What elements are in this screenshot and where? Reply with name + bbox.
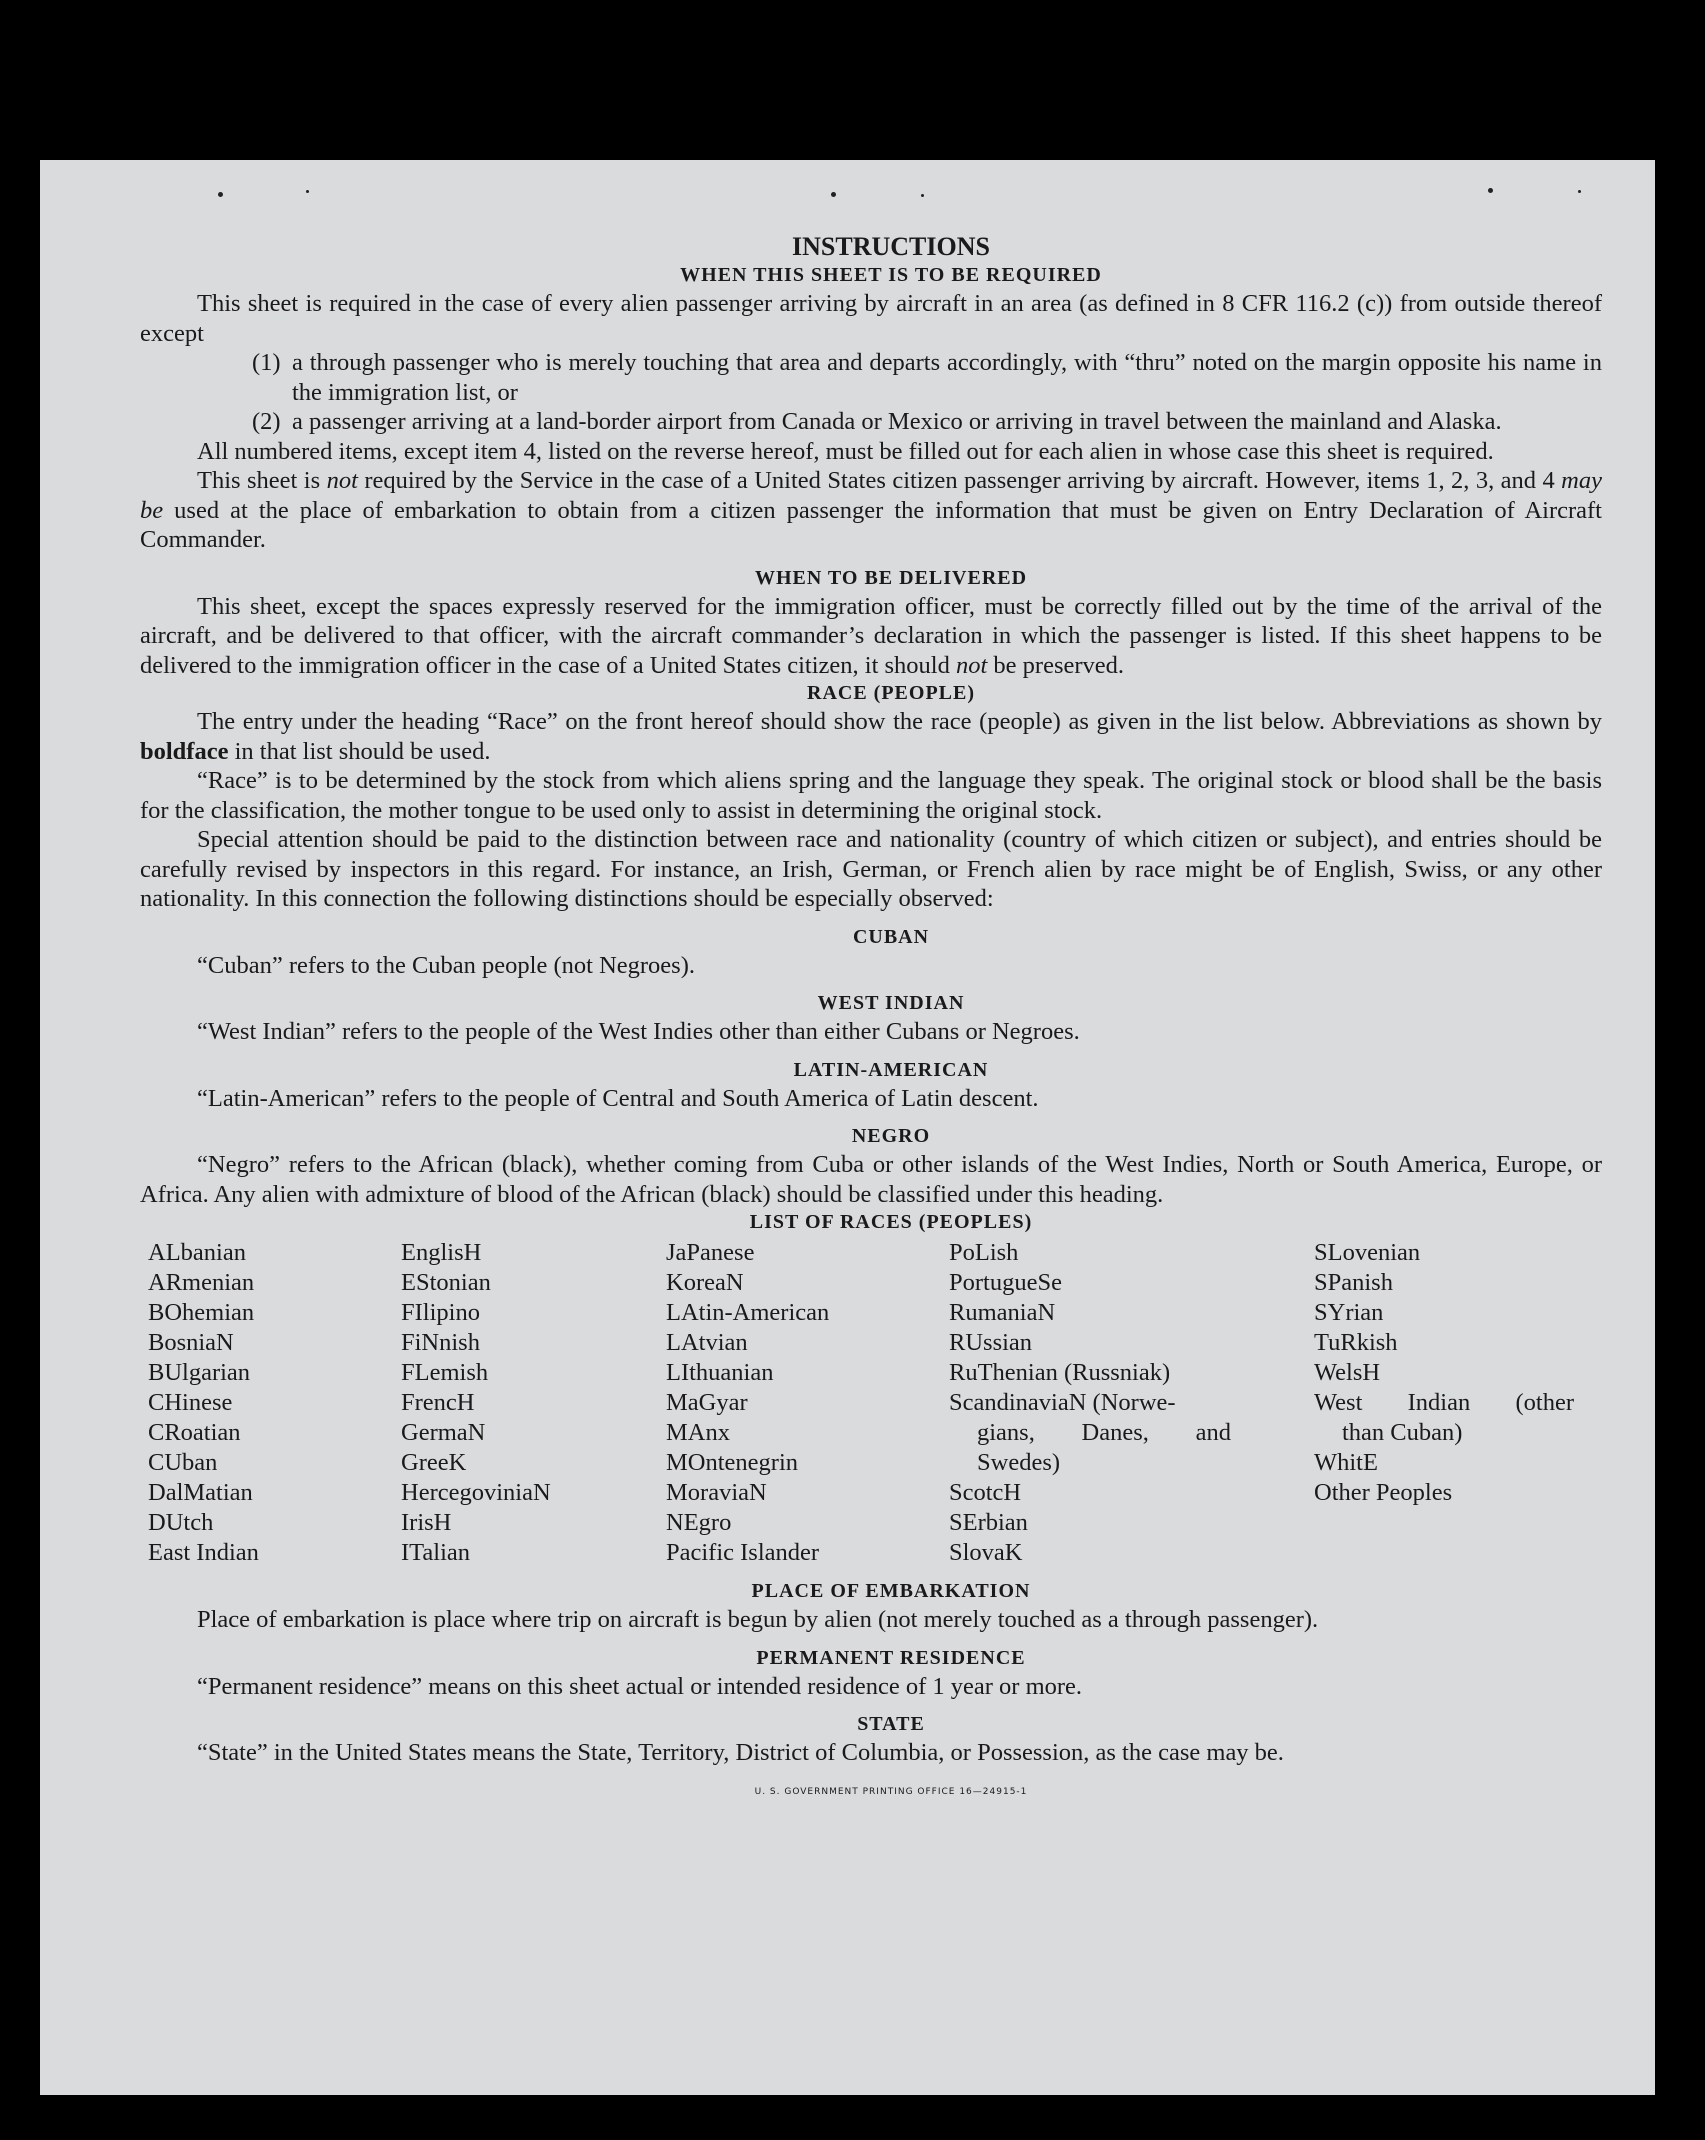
race-item: GreeK	[401, 1449, 467, 1476]
race-item: CUban	[148, 1449, 218, 1476]
race-item: EStonian	[401, 1269, 491, 1296]
heading-permanent-residence: PERMANENT RESIDENCE	[756, 1646, 1026, 1669]
race-item: East Indian	[148, 1539, 259, 1566]
race-item: DalMatian	[148, 1479, 253, 1506]
race-item: SPanish	[1314, 1269, 1393, 1296]
race-column-4	[949, 1238, 1231, 1568]
race-item: FIlipino	[401, 1299, 480, 1326]
heading-when-required: WHEN THIS SHEET IS TO BE REQUIRED	[680, 264, 1102, 286]
race-column-2	[401, 1238, 666, 1568]
item-text: a through passenger who is merely touching that area and departs accordingly, with “thru” noted on the margin opposite his name in the immigration list, or	[292, 349, 1602, 406]
exception-item	[252, 348, 1602, 407]
paragraph-race-distinction: Special attention should be paid to the distinction between race and nationality (country of which citizen or subject), and entries should be carefully revised by inspectors in this regard. For instance, an Irish, German, or French alien by race might be of English, Swiss, or any other nationality. In this connection the following distinctions should be especially observed:	[140, 826, 1602, 912]
race-item: MAnx	[666, 1419, 730, 1446]
paragraph-when-delivered: This sheet, except the spaces expressly reserved for the immigration officer, must be correctly filled out by the time of the arrival of the aircraft, and be delivered to that officer, with the aircraft commander’s declaration in which the passenger is listed. If this sheet happens to be delivered to the immigration officer in the case of a United States citizen, it should not be preserved.	[140, 592, 1602, 679]
punch-mark	[306, 190, 309, 193]
race-item: LIthuanian	[666, 1359, 774, 1386]
paragraph-negro: “Negro” refers to the African (black), whether coming from Cuba or other islands of the West Indies, North or South America, Europe, or Africa. Any alien with admixture of blood of the African (black) should be classified under this heading.	[140, 1151, 1602, 1208]
race-item: ARmenian	[148, 1269, 255, 1296]
race-item-continuation: Swedes)	[977, 1449, 1061, 1476]
race-item: EnglisH	[401, 1239, 482, 1266]
paragraph-numbered-items: All numbered items, except item 4, listed on the reverse hereof, must be filled out for each alien in whose case this sheet is required.	[197, 437, 1494, 465]
race-item: ITalian	[401, 1539, 471, 1566]
race-item: ScandinaviaN (Norwe-	[949, 1389, 1176, 1416]
race-item: JaPanese	[666, 1239, 755, 1266]
paragraph-not-required: This sheet is not required by the Service in the case of a United States citizen passenger arriving by aircraft. However, items 1, 2, 3, and 4 may be used at the place of embarkation to obtain from a citizen passenger the information that must be given on Entry Declaration of Aircraft Commander.	[140, 467, 1602, 553]
race-item: Pacific Islander	[666, 1539, 820, 1566]
race-item: IrisH	[401, 1509, 452, 1536]
race-item: KoreaN	[666, 1269, 744, 1296]
race-item: PoLish	[949, 1239, 1019, 1266]
punch-mark	[1578, 190, 1581, 193]
race-item: HercegoviniaN	[401, 1479, 551, 1506]
punch-mark	[831, 192, 836, 197]
heading-place-of-embarkation: PLACE OF EMBARKATION	[751, 1580, 1031, 1602]
paragraph-state: “State” in the United States means the State, Territory, District of Columbia, or Possession, as the case may be.	[197, 1739, 1284, 1766]
item-number: (2)	[252, 408, 281, 435]
race-item: WelsH	[1314, 1359, 1381, 1386]
race-item: MOntenegrin	[666, 1449, 798, 1476]
paragraph-race-entry: The entry under the heading “Race” on the front hereof should show the race (people) as given in the list below. Abbreviations as shown by boldface in that list should be used.	[140, 708, 1602, 765]
paragraph-when-required-intro: This sheet is required in the case of every alien passenger arriving by aircraft in an area (as defined in 8 CFR 116.2 (c)) from outside thereof except	[140, 290, 1602, 347]
race-item: SYrian	[1314, 1299, 1384, 1326]
heading-list-of-races: LIST OF RACES (PEOPLES)	[749, 1211, 1033, 1233]
race-item: ALbanian	[148, 1239, 246, 1266]
item-text: a passenger arriving at a land-border airport from Canada or Mexico or arriving in travel between the mainland and Alaska.	[292, 408, 1502, 435]
heading-latin-american: LATIN-AMERICAN	[793, 1058, 989, 1081]
race-item: Other Peoples	[1314, 1479, 1453, 1506]
heading-cuban: CUBAN	[852, 925, 930, 948]
race-item: BosniaN	[148, 1329, 234, 1356]
paragraph-permanent-residence: “Permanent residence” means on this sheet actual or intended residence of 1 year or more.	[197, 1672, 1083, 1700]
race-item: LAtin-American	[666, 1299, 830, 1326]
race-column-1	[148, 1238, 401, 1568]
instructions-content	[140, 232, 1602, 1807]
race-item: BOhemian	[148, 1299, 255, 1326]
race-item: FrencH	[401, 1389, 475, 1416]
race-item: BUlgarian	[148, 1359, 251, 1386]
race-item: FiNnish	[401, 1329, 480, 1356]
race-column-5	[1314, 1238, 1574, 1568]
heading-negro: NEGRO	[851, 1125, 931, 1147]
paragraph-west-indian: “West Indian” refers to the people of the West Indies other than either Cubans or Negroes.	[197, 1018, 1080, 1045]
heading-west-indian: WEST INDIAN	[817, 992, 965, 1014]
race-item: SlovaK	[949, 1539, 1023, 1566]
race-item: WhitE	[1314, 1449, 1378, 1476]
punch-mark	[921, 194, 924, 197]
race-item: FLemish	[401, 1359, 489, 1386]
race-item: RUssian	[949, 1329, 1033, 1356]
item-number: (1)	[252, 349, 281, 376]
page-title: INSTRUCTIONS	[792, 232, 990, 261]
race-item: RumaniaN	[949, 1299, 1056, 1326]
race-item: LAtvian	[666, 1329, 748, 1356]
race-item: CHinese	[148, 1389, 233, 1416]
race-item: DUtch	[148, 1509, 214, 1536]
printing-office-footer: U. S. GOVERNMENT PRINTING OFFICE 16—24915-1	[754, 1786, 1028, 1797]
race-item: SLovenian	[1314, 1239, 1421, 1266]
race-item: GermaN	[401, 1419, 486, 1446]
exception-item	[252, 407, 1602, 437]
heading-race: RACE (PEOPLE)	[807, 682, 975, 704]
paragraph-place-of-embarkation: Place of embarkation is place where trip on aircraft is begun by alien (not merely touched as a through passenger).	[197, 1606, 1319, 1633]
race-item: MaGyar	[666, 1389, 748, 1416]
race-item: TuRkish	[1314, 1329, 1398, 1356]
paragraph-latin-american: “Latin-American” refers to the people of Central and South America of Latin descent.	[197, 1084, 1039, 1112]
race-item: CRoatian	[148, 1419, 241, 1446]
race-item-continuation: than Cuban)	[1342, 1419, 1463, 1446]
paragraph-cuban: “Cuban” refers to the Cuban people (not Negroes).	[197, 951, 695, 979]
race-item: SErbian	[949, 1509, 1028, 1536]
document-sheet	[40, 160, 1655, 2095]
race-list	[140, 1238, 1602, 1568]
punch-mark	[1488, 188, 1493, 193]
race-item: NEgro	[666, 1509, 732, 1536]
punch-mark	[218, 192, 223, 197]
race-item: PortugueSe	[949, 1269, 1062, 1296]
paragraph-race-definition: “Race” is to be determined by the stock from which aliens spring and the language they speak. The original stock or blood shall be the basis for the classification, the mother tongue to be used only to assist in determining the original stock.	[140, 767, 1602, 824]
race-item: MoraviaN	[666, 1479, 767, 1506]
race-item-continuation: gians, Danes, and	[977, 1419, 1231, 1446]
race-column-3	[666, 1238, 949, 1568]
race-item: ScotcH	[949, 1479, 1022, 1506]
heading-when-delivered: WHEN TO BE DELIVERED	[754, 566, 1028, 589]
race-item: RuThenian (Russniak)	[949, 1359, 1171, 1386]
heading-state: STATE	[857, 1713, 925, 1735]
race-item: West Indian (other	[1314, 1389, 1574, 1416]
